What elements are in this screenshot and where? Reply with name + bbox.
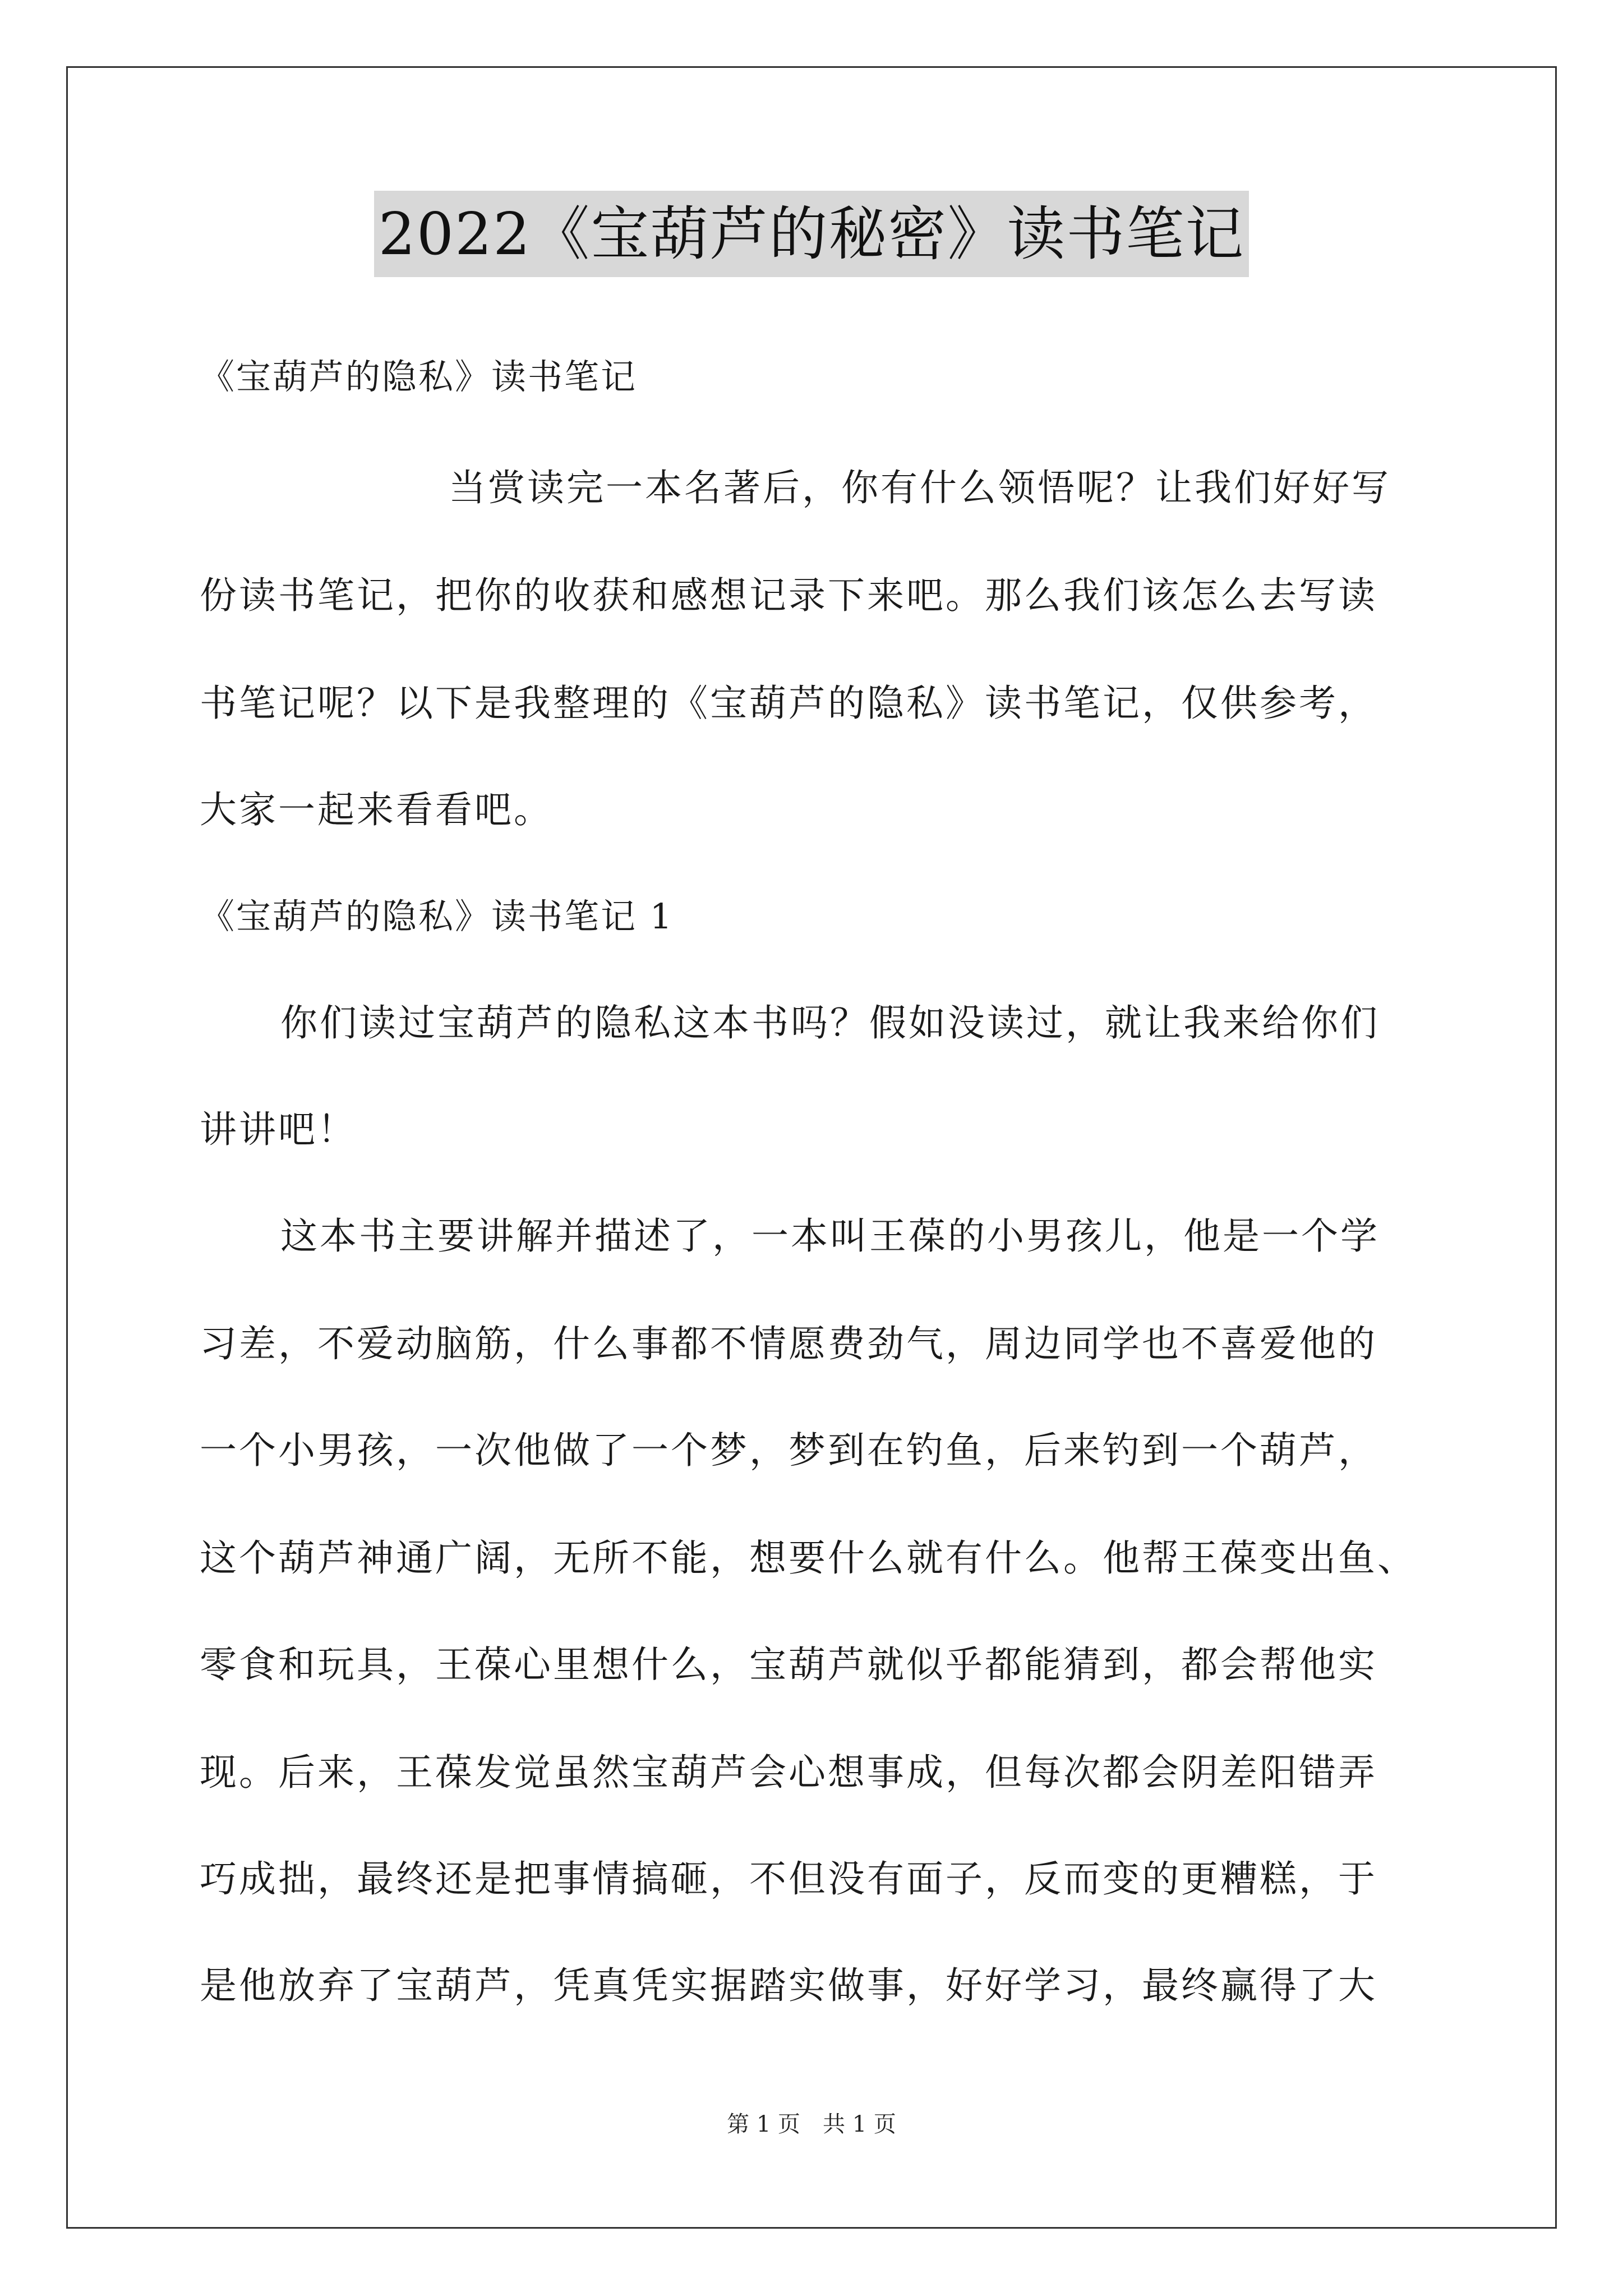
document-title-block <box>0 191 1623 277</box>
section-heading: 《宝葫芦的隐私》读书笔记 1 <box>200 896 674 937</box>
paragraph-line: 零食和玩具，王葆心里想什么，宝葫芦就似乎都能猜到，都会帮他实 <box>200 1643 1377 1686</box>
page-number-footer: 第 1 页 共 1 页 <box>727 2111 896 2137</box>
intro-line: 大家一起来看看吧。 <box>200 788 553 831</box>
paragraph-line: 这本书主要讲解并描述了，一本叫王葆的小男孩儿，他是一个学 <box>280 1214 1380 1258</box>
intro-line: 份读书笔记，把你的收获和感想记录下来吧。那么我们该怎么去写读 <box>200 574 1377 617</box>
paragraph-line: 巧成拙，最终还是把事情搞砸，不但没有面子，反而变的更糟糕，于 <box>200 1857 1377 1901</box>
paragraph-line: 现。后来，王葆发觉虽然宝葫芦会心想事成，但每次都会阴差阳错弄 <box>200 1751 1377 1794</box>
paragraph-line: 习差，不爱动脑筋，什么事都不情愿费劲气，周边同学也不喜爱他的 <box>200 1322 1377 1365</box>
paragraph-line: 讲讲吧！ <box>200 1108 357 1151</box>
paragraph-line: 这个葫芦神通广阔，无所不能，想要什么就有什么。他帮王葆变出鱼、 <box>200 1536 1417 1580</box>
paragraph-line: 一个小男孩，一次他做了一个梦，梦到在钓鱼，后来钓到一个葫芦， <box>200 1429 1377 1472</box>
intro-line: 书笔记呢？以下是我整理的《宝葫芦的隐私》读书笔记，仅供参考， <box>200 682 1377 725</box>
document-title: 2022《宝葫芦的秘密》读书笔记 <box>374 191 1249 277</box>
paragraph-line: 是他放弃了宝葫芦，凭真凭实据踏实做事，好好学习，最终赢得了大 <box>200 1964 1377 2007</box>
paragraph-line: 你们读过宝葫芦的隐私这本书吗？假如没读过，就让我来给你们 <box>280 1001 1380 1045</box>
intro-line: 当赏读完一本名著后，你有什么领悟呢？让我们好好写 <box>449 466 1391 509</box>
article-heading: 《宝葫芦的隐私》读书笔记 <box>200 356 638 397</box>
